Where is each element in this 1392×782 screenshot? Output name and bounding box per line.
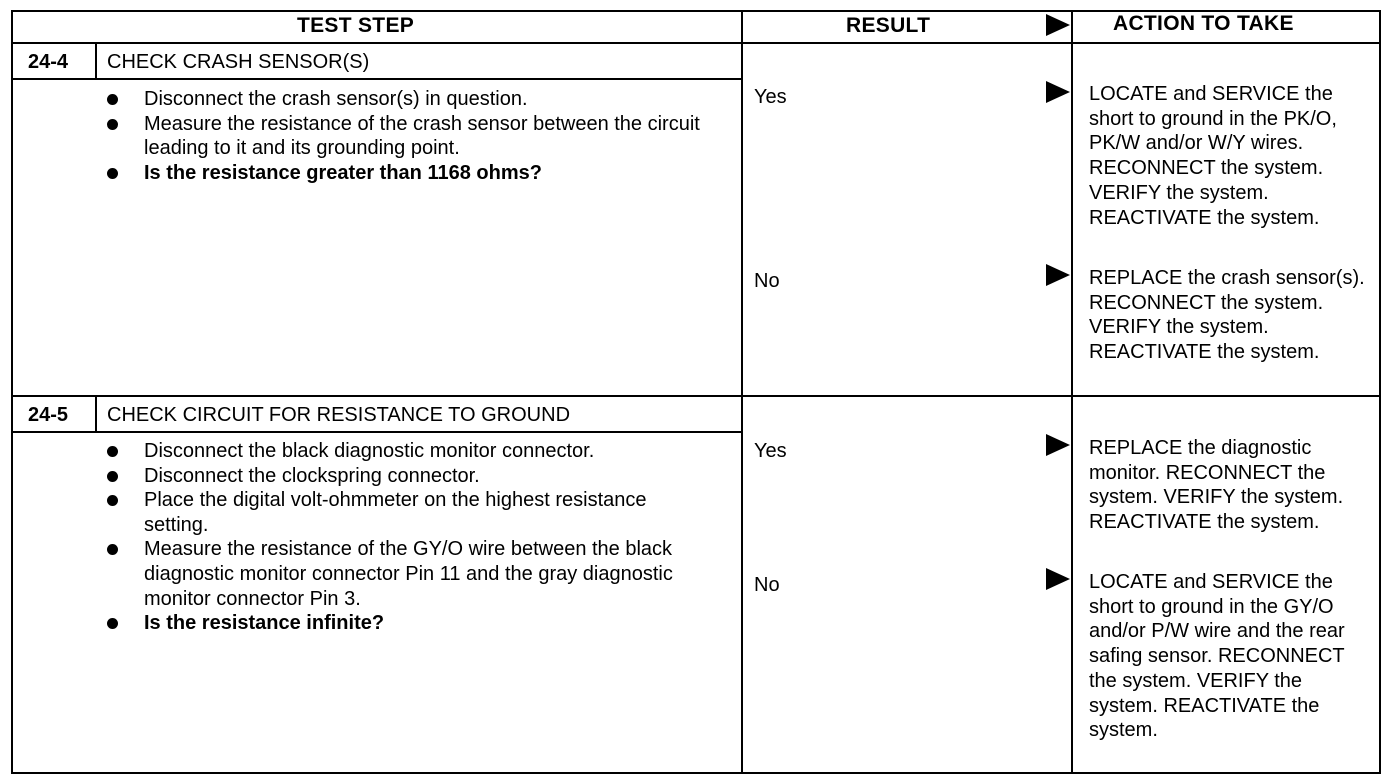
bullet-icon: [107, 495, 118, 506]
instruction-item: Measure the resistance of the GY/O wire between the black diagnostic monitor connector Pin 11 and the gray diagnostic monitor connector Pin 3.: [144, 537, 704, 611]
step-24-4-title-border: [11, 78, 743, 80]
step-number: 24-4: [28, 51, 69, 73]
header-action: ACTION TO TAKE: [1113, 12, 1294, 35]
table-bottom-border: [11, 772, 1381, 774]
step-title: CHECK CIRCUIT FOR RESISTANCE TO GROUND: [107, 404, 571, 426]
bullet-icon: [107, 471, 118, 482]
bullet-icon: [107, 618, 118, 629]
table-left-border: [11, 10, 13, 774]
action-text: LOCATE and SERVICE the short to ground in the GY/O and/or P/W wire and the rear safing sensor. RECONNECT the system. VERIFY the system. REACTIVATE the system.: [1089, 571, 1345, 742]
table-right-border: [1379, 10, 1381, 774]
result-arrow-icon: [1046, 264, 1070, 286]
step-24-4-instructions: [144, 87, 704, 185]
bullet-icon: [107, 544, 118, 555]
instruction-question: Is the resistance greater than 1168 ohms?: [144, 161, 704, 186]
action-text: LOCATE and SERVICE the short to ground in the PK/O, PK/W and/or W/Y wires. RECONNECT the system. VERIFY the system. REACTIVATE the system.: [1089, 83, 1337, 229]
instruction-item: Disconnect the clockspring connector.: [144, 464, 704, 489]
step-title: CHECK CRASH SENSOR(S): [107, 51, 370, 73]
bullet-icon: [107, 94, 118, 105]
instruction-question: Is the resistance infinite?: [144, 611, 704, 636]
step-number: 24-5: [28, 404, 69, 426]
test-result-divider: [741, 10, 743, 774]
result-no: No: [754, 270, 780, 292]
step-divider: [11, 395, 1381, 397]
result-action-divider: [1071, 10, 1073, 774]
bullet-icon: [107, 446, 118, 457]
bullet-icon: [107, 119, 118, 130]
instruction-item: Disconnect the black diagnostic monitor connector.: [144, 439, 704, 464]
result-arrow-icon: [1046, 81, 1070, 103]
header-arrow-icon: [1046, 14, 1070, 36]
result-yes: Yes: [754, 86, 787, 108]
instruction-item: Place the digital volt-ohmmeter on the highest resistance setting.: [144, 488, 704, 537]
header-bottom-border: [11, 42, 1381, 44]
instruction-item: Disconnect the crash sensor(s) in question.: [144, 87, 704, 112]
result-yes: Yes: [754, 440, 787, 462]
action-text: REPLACE the diagnostic monitor. RECONNECT the system. VERIFY the system. REACTIVATE the system.: [1089, 437, 1344, 534]
result-arrow-icon: [1046, 434, 1070, 456]
step-24-5-title-border: [11, 431, 743, 433]
action-text: REPLACE the crash sensor(s). RECONNECT the system. VERIFY the system. REACTIVATE the system.: [1089, 267, 1365, 364]
bullet-icon: [107, 168, 118, 179]
header-result: RESULT: [846, 14, 931, 37]
header-test-step: TEST STEP: [297, 14, 415, 37]
instruction-item: Measure the resistance of the crash sensor between the circuit leading to it and its grounding point.: [144, 112, 704, 161]
step-number-divider-2: [95, 395, 97, 433]
step-number-divider-1: [95, 42, 97, 80]
result-no: No: [754, 574, 780, 596]
result-arrow-icon: [1046, 568, 1070, 590]
step-24-5-instructions: [144, 439, 704, 636]
